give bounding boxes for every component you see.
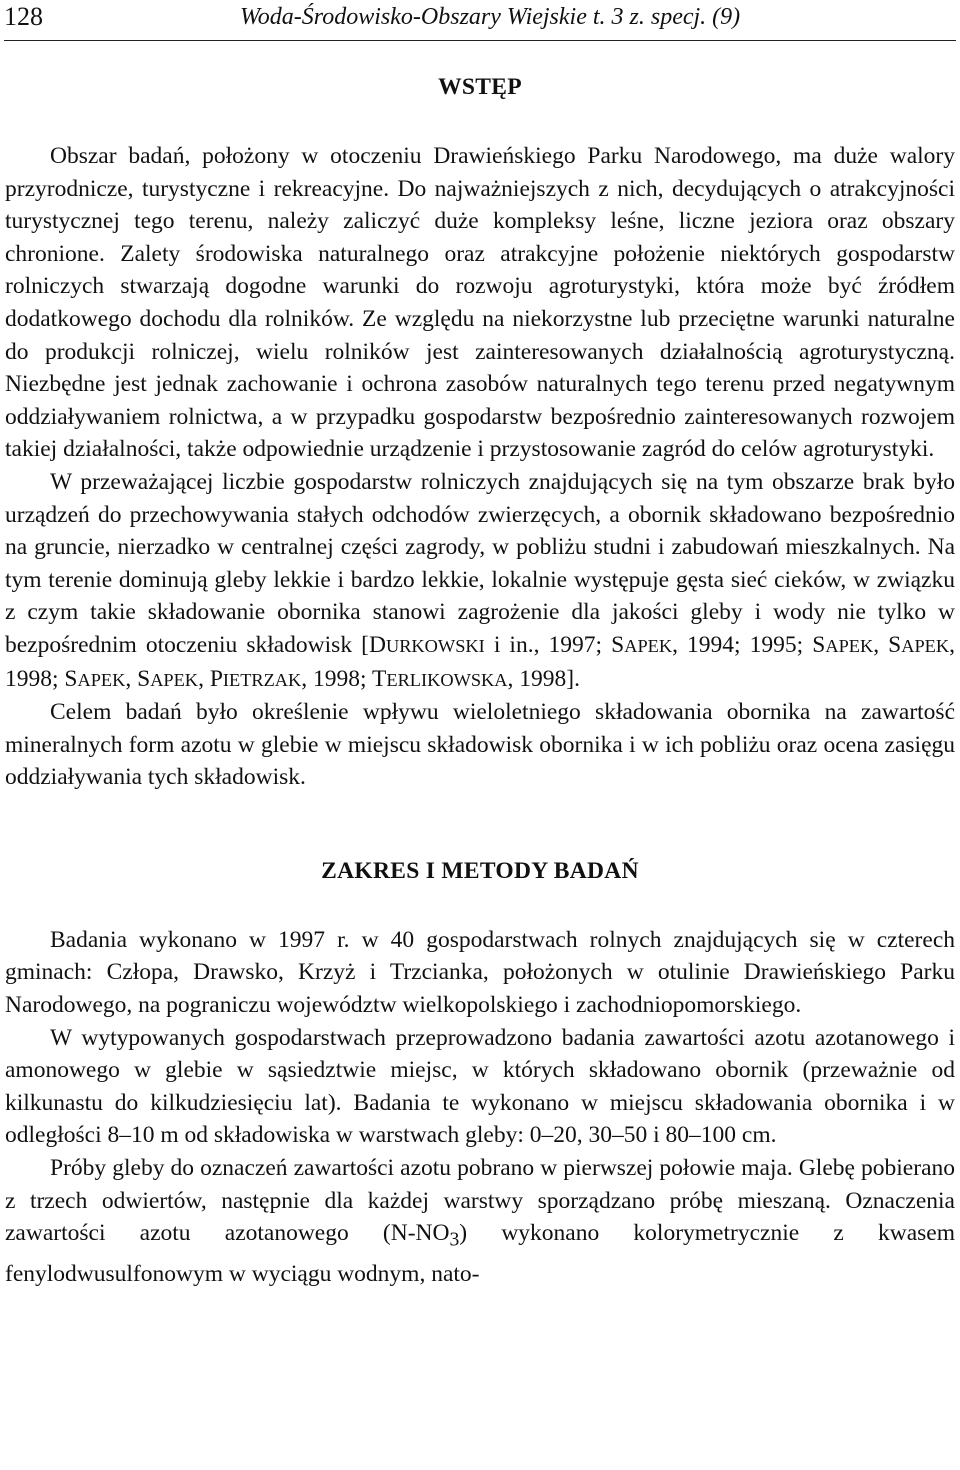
citation-author: D <box>368 631 386 658</box>
citation-author-smallcaps: ERLIKOWSKA <box>386 669 508 690</box>
citation-text: , <box>125 665 138 692</box>
citation-author-smallcaps: APEK <box>901 635 950 656</box>
citation-author: S <box>137 665 151 692</box>
citation-author: S <box>611 631 625 658</box>
citation-text: i in., 1997; <box>484 631 612 658</box>
citation-author-smallcaps: APEK <box>77 669 126 690</box>
citation-author-smallcaps: APEK <box>825 635 874 656</box>
citation-author: P <box>209 665 223 692</box>
paragraph-text: ) wykonano kolorymetrycznie z kwasem fenylodwusulfonowym w wyciągu wodnym, nato- <box>5 1220 955 1287</box>
citation-author-smallcaps: URKOWSKI <box>385 635 485 656</box>
citation-author: T <box>372 665 387 692</box>
citation-text: , <box>873 631 889 658</box>
citation-author: S <box>812 631 826 658</box>
subscript: 3 <box>449 1229 460 1251</box>
citation-author: S <box>888 631 902 658</box>
citation-text: , 1998]. <box>507 665 580 692</box>
citation-author-smallcaps: APEK <box>624 635 673 656</box>
paragraph-with-citations <box>5 466 955 696</box>
citation-text: , 1998; <box>301 665 373 692</box>
paragraph: W wytypowanych gospodarstwach przeprowadzono badania zawartości azotu azotanowego i amonowego w glebie w sąsiedztwie miejsc, w których składowano obornik (przeważnie od kilkunastu do kilkudziesięciu lat). Badania te wykonano w miejscu składowania obornika i w odległości 8–10 m od składowiska w warstwach gleby: 0–20, 30–50 i 80–100 cm. <box>5 1024 955 1149</box>
citation-author: S <box>64 665 78 692</box>
article-body <box>5 70 955 1290</box>
citation-text: , <box>198 665 210 692</box>
section-heading-methods: ZAKRES I METODY BADAŃ <box>321 857 639 884</box>
paragraph: Obszar badań, położony w otoczeniu Drawieńskiego Parku Narodowego, ma duże walory przyrodnicze, turystyczne i rekreacyjne. Do najważniejszych z nich, decydujących o atrakcyjności turystycznej tego terenu, należy zaliczyć duże kompleksy leśne, liczne jeziora oraz obszary chronione. Zalety środowiska naturalnego oraz atrakcyjne położenie niektórych gospodarstw rolniczych stwarzają dogodne warunki do rozwoju agroturystyki, która może być źródłem dodatkowego dochodu dla rolników. Ze względu na niekorzystne lub przeciętne warunki naturalne do produkcji rolniczej, wielu rolników jest zainteresowanych działalnością agroturystyczną. Niezbędne jest jednak zachowanie i ochrona zasobów naturalnych tego terenu przed negatywnym oddziaływaniem rolnictwa, a w przypadku gospodarstw bezpośrednio zainteresowanych rozwojem takiej działalności, także odpowiednie urządzenie i przystosowanie zagród do celów agroturystyki. <box>5 143 955 463</box>
paragraph: Badania wykonano w 1997 r. w 40 gospodarstwach rolnych znajdujących się w czterech gminach: Człopa, Drawsko, Krzyż i Trzcianka, położonych w otulinie Drawieńskiego Parku Narodowego, na pograniczu województw wielkopolskiego i zachodniopomorskiego. <box>5 926 955 1019</box>
paragraph-text: W przeważającej liczbie gospodarstw rolniczych znajdujących się na tym obszarze brak było urządzeń do przechowywania stałych odchodów zwierzęcych, a obornik składowano bezpośrednio na gruncie, nierzadko w centralnej części zagrody, w pobliżu studni i zabudowań mieszkalnych. Na tym terenie dominują gleby lekkie i bardzo lekkie, lokalnie występuje gęsta sieć cieków, w związku z czym takie składowanie obornika stanowi zagrożenie dla jakości gleby i wody nie tylko w bezpośrednim otoczeniu składowisk [ <box>5 468 955 658</box>
paragraph-text: Próby gleby do oznaczeń zawartości azotu pobrano w pierwszej połowie maja. Glebę pobierano z trzech odwiertów, następnie dla każdej warstwy sporządzano próbę mieszaną. Oznaczenia zawartości azotu azotanowego (N-NO <box>5 1155 955 1247</box>
citation-text: , 1998; <box>5 631 955 692</box>
citation-text: , 1994; 1995; <box>672 631 813 658</box>
paragraph-with-formula <box>5 1152 955 1290</box>
citation-author-smallcaps: IETRZAK <box>222 669 302 690</box>
section-heading-introduction: WSTĘP <box>438 74 522 100</box>
page-number: 128 <box>4 2 43 31</box>
journal-title: Woda-Środowisko-Obszary Wiejskie t. 3 z. specj. (9) <box>240 4 741 30</box>
citation-author-smallcaps: APEK <box>150 669 199 690</box>
paragraph: Celem badań było określenie wpływu wieloletniego składowania obornika na zawartość mineralnych form azotu w glebie w miejscu składowisk obornika i w ich pobliżu oraz ocena zasięgu oddziaływania tych składowisk. <box>5 699 955 791</box>
running-header <box>4 0 956 41</box>
